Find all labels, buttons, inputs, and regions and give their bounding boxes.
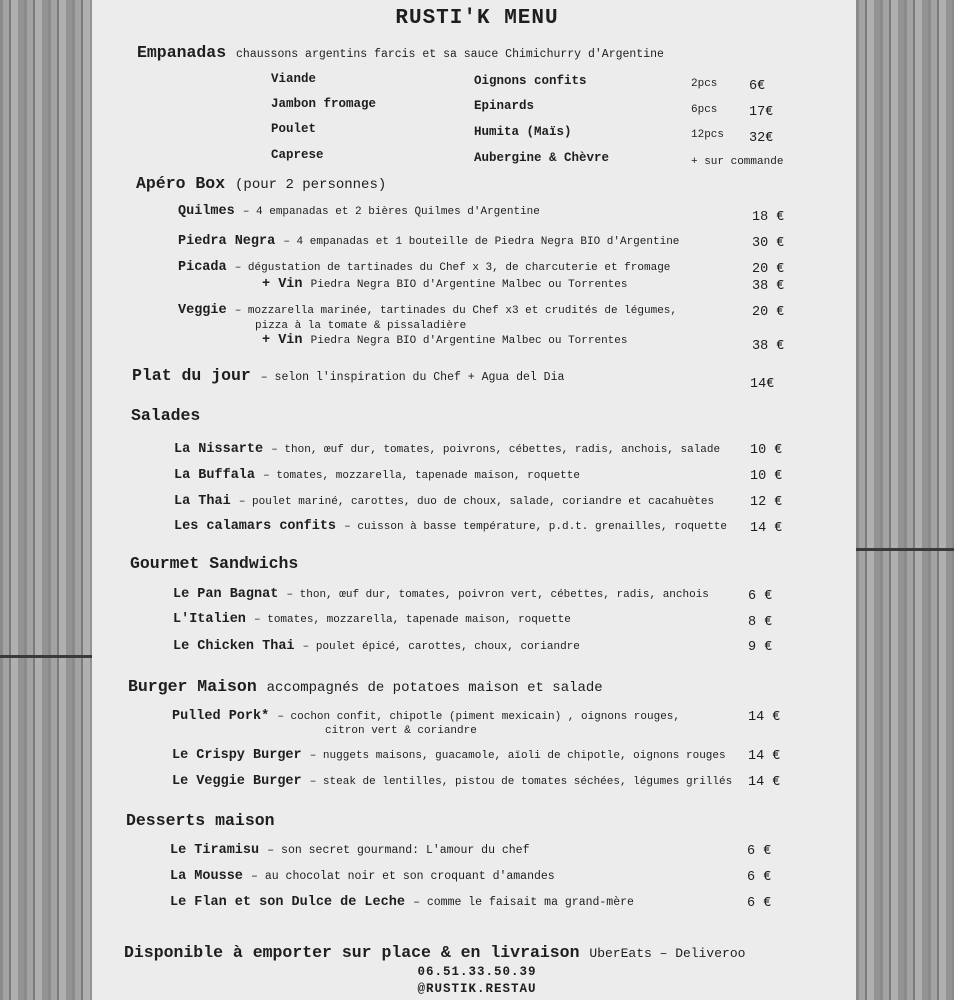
item-desc: – comme le faisait ma grand-mère [413, 896, 634, 909]
item-price: 6 € [748, 589, 773, 604]
flavor: Epinards [474, 99, 535, 113]
menu-item [170, 844, 529, 858]
availability-text: Disponible à emporter sur place & en livraison [124, 943, 580, 962]
section-desserts: Desserts maison [126, 811, 275, 830]
item-price: 38 € [752, 279, 785, 294]
item-name: Le Veggie Burger [172, 774, 302, 789]
menu-item [174, 443, 720, 457]
item-name: + Vin [262, 277, 303, 292]
item-price: 30 € [752, 236, 785, 251]
menu-item [178, 205, 540, 219]
item-desc: – son secret gourmand: L'amour du chef [267, 844, 530, 857]
item-desc: – tomates, mozzarella, tapenade maison, roquette [254, 614, 571, 626]
item-name: L'Italien [173, 612, 246, 627]
menu-item [172, 775, 732, 789]
item-desc: – nuggets maisons, guacamole, aïoli de chipotle, oignons rouges [309, 750, 726, 762]
wine-option [262, 278, 627, 292]
item-price: 6 € [747, 870, 772, 885]
flavor: Humita (Maïs) [474, 125, 572, 139]
item-desc: – dégustation de tartinades du Chef x 3, de charcuterie et fromage [234, 262, 671, 274]
item-name: La Mousse [170, 869, 243, 884]
item-price: 14 € [748, 775, 781, 790]
wood-background-left [0, 0, 92, 1000]
item-name: Le Tiramisu [170, 843, 260, 858]
menu-item [174, 495, 714, 509]
section-title: Apéro Box [136, 174, 226, 193]
item-desc: – poulet mariné, carottes, duo de choux, salade, coriandre et cacahuètes [238, 496, 715, 508]
instagram-handle: @RUSTIK.RESTAU [417, 982, 537, 996]
section-desc: – selon l'inspiration du Chef + Agua del Dia [260, 371, 565, 384]
menu-item [172, 749, 726, 763]
menu-item [173, 640, 580, 654]
flavor: Aubergine & Chèvre [474, 151, 610, 165]
item-desc: – cuisson à basse température, p.d.t. grenailles, roquette [344, 521, 728, 533]
size-qty: 2pcs [691, 78, 718, 90]
phone-number: 06.51.33.50.39 [417, 965, 537, 979]
item-desc: – tomates, mozzarella, tapenade maison, roquette [263, 470, 580, 482]
item-desc: – 4 empanadas et 2 bières Quilmes d'Argentine [242, 206, 540, 218]
item-desc: pizza à la tomate & pissaladière [255, 320, 467, 332]
section-burgers [128, 679, 603, 696]
item-price: 10 € [750, 443, 783, 458]
item-price: 14 € [750, 521, 783, 536]
section-desc: (pour 2 personnes) [235, 177, 387, 193]
flavor: Viande [271, 72, 317, 86]
item-desc-line2 [255, 319, 466, 333]
menu-item [178, 235, 679, 249]
size-qty: 12pcs [691, 129, 725, 141]
item-name: La Nissarte [174, 442, 264, 457]
section-desc: chaussons argentins farcis et sa sauce Chimichurry d'Argentine [236, 48, 664, 61]
size-qty: 6pcs [691, 104, 718, 116]
wood-seam [0, 655, 92, 658]
order-note: + sur commande [691, 156, 784, 168]
item-desc: – thon, œuf dur, tomates, poivron vert, cébettes, radis, anchois [286, 589, 709, 601]
menu-title: RUSTI'K MENU [395, 7, 559, 30]
wood-background-right [856, 0, 954, 1000]
flavor: Jambon fromage [271, 97, 377, 111]
item-name: Piedra Negra [178, 234, 276, 249]
item-name: La Thai [174, 494, 231, 509]
item-name: Le Chicken Thai [173, 639, 295, 654]
section-salades: Salades [131, 406, 201, 425]
item-name: Les calamars confits [174, 519, 337, 534]
item-price: 14 € [748, 749, 781, 764]
item-desc: – steak de lentilles, pistou de tomates séchées, légumes grillés [309, 776, 733, 788]
item-desc: – cochon confit, chipotle (piment mexicain) , oignons rouges, [277, 711, 680, 723]
item-name: Le Pan Bagnat [173, 587, 279, 602]
item-desc: – mozzarella marinée, tartinades du Chef x3 et crudités de légumes, [234, 305, 677, 317]
size-price: 17€ [749, 105, 774, 120]
section-title: Burger Maison [128, 677, 257, 696]
item-desc: – thon, œuf dur, tomates, poivrons, cébettes, radis, anchois, salade [271, 444, 721, 456]
item-name: Quilmes [178, 204, 235, 219]
item-desc: citron vert & coriandre [325, 725, 477, 737]
size-price: 32€ [749, 131, 774, 146]
item-name: Le Flan et son Dulce de Leche [170, 895, 405, 910]
section-empanadas [137, 45, 664, 62]
section-title: Plat du jour [132, 366, 251, 385]
wine-option [262, 334, 627, 348]
item-price: 12 € [750, 495, 783, 510]
item-name: Le Crispy Burger [172, 748, 302, 763]
flavor: Oignons confits [474, 74, 587, 88]
item-price: 14€ [750, 377, 775, 392]
item-desc: Piedra Negra BIO d'Argentine Malbec ou Torrentes [310, 279, 628, 291]
item-price: 18 € [752, 210, 785, 225]
flavor: Poulet [271, 122, 317, 136]
item-name: Pulled Pork* [172, 709, 270, 724]
flavor: Caprese [271, 148, 324, 162]
footer-availability [124, 945, 745, 962]
size-price: 6€ [749, 79, 766, 94]
item-price: 20 € [752, 305, 785, 320]
item-name: La Buffala [174, 468, 256, 483]
section-desc: accompagnés de potatoes maison et salade [266, 680, 603, 696]
menu-item [178, 304, 677, 318]
delivery-partners: UberEats – Deliveroo [589, 946, 746, 961]
item-price: 14 € [748, 710, 781, 725]
item-desc: – 4 empanadas et 1 bouteille de Piedra Negra BIO d'Argentine [283, 236, 680, 248]
item-price: 20 € [752, 262, 785, 277]
section-plat-du-jour [132, 368, 564, 385]
section-apero-box [136, 176, 386, 193]
item-desc: Piedra Negra BIO d'Argentine Malbec ou Torrentes [310, 335, 628, 347]
item-price: 8 € [748, 615, 773, 630]
menu-item [174, 520, 727, 534]
item-price: 10 € [750, 469, 783, 484]
item-name: + Vin [262, 333, 303, 348]
menu-item [173, 613, 571, 627]
section-title: Empanadas [137, 43, 227, 62]
menu-item [173, 588, 709, 602]
item-price: 6 € [747, 844, 772, 859]
item-desc: – au chocolat noir et son croquant d'amandes [251, 870, 555, 883]
item-price: 38 € [752, 339, 785, 354]
section-sandwichs: Gourmet Sandwichs [130, 554, 299, 573]
item-price: 9 € [748, 640, 773, 655]
item-price: 6 € [747, 896, 772, 911]
item-name: Picada [178, 260, 227, 275]
menu-item [174, 469, 580, 483]
item-name: Veggie [178, 303, 227, 318]
item-desc-line2 [325, 724, 477, 738]
item-desc: – poulet épicé, carottes, choux, coriandre [302, 641, 580, 653]
menu-item [172, 710, 680, 724]
menu-item [170, 896, 634, 910]
wood-seam [856, 548, 954, 551]
menu-item [178, 261, 670, 275]
menu-item [170, 870, 555, 884]
